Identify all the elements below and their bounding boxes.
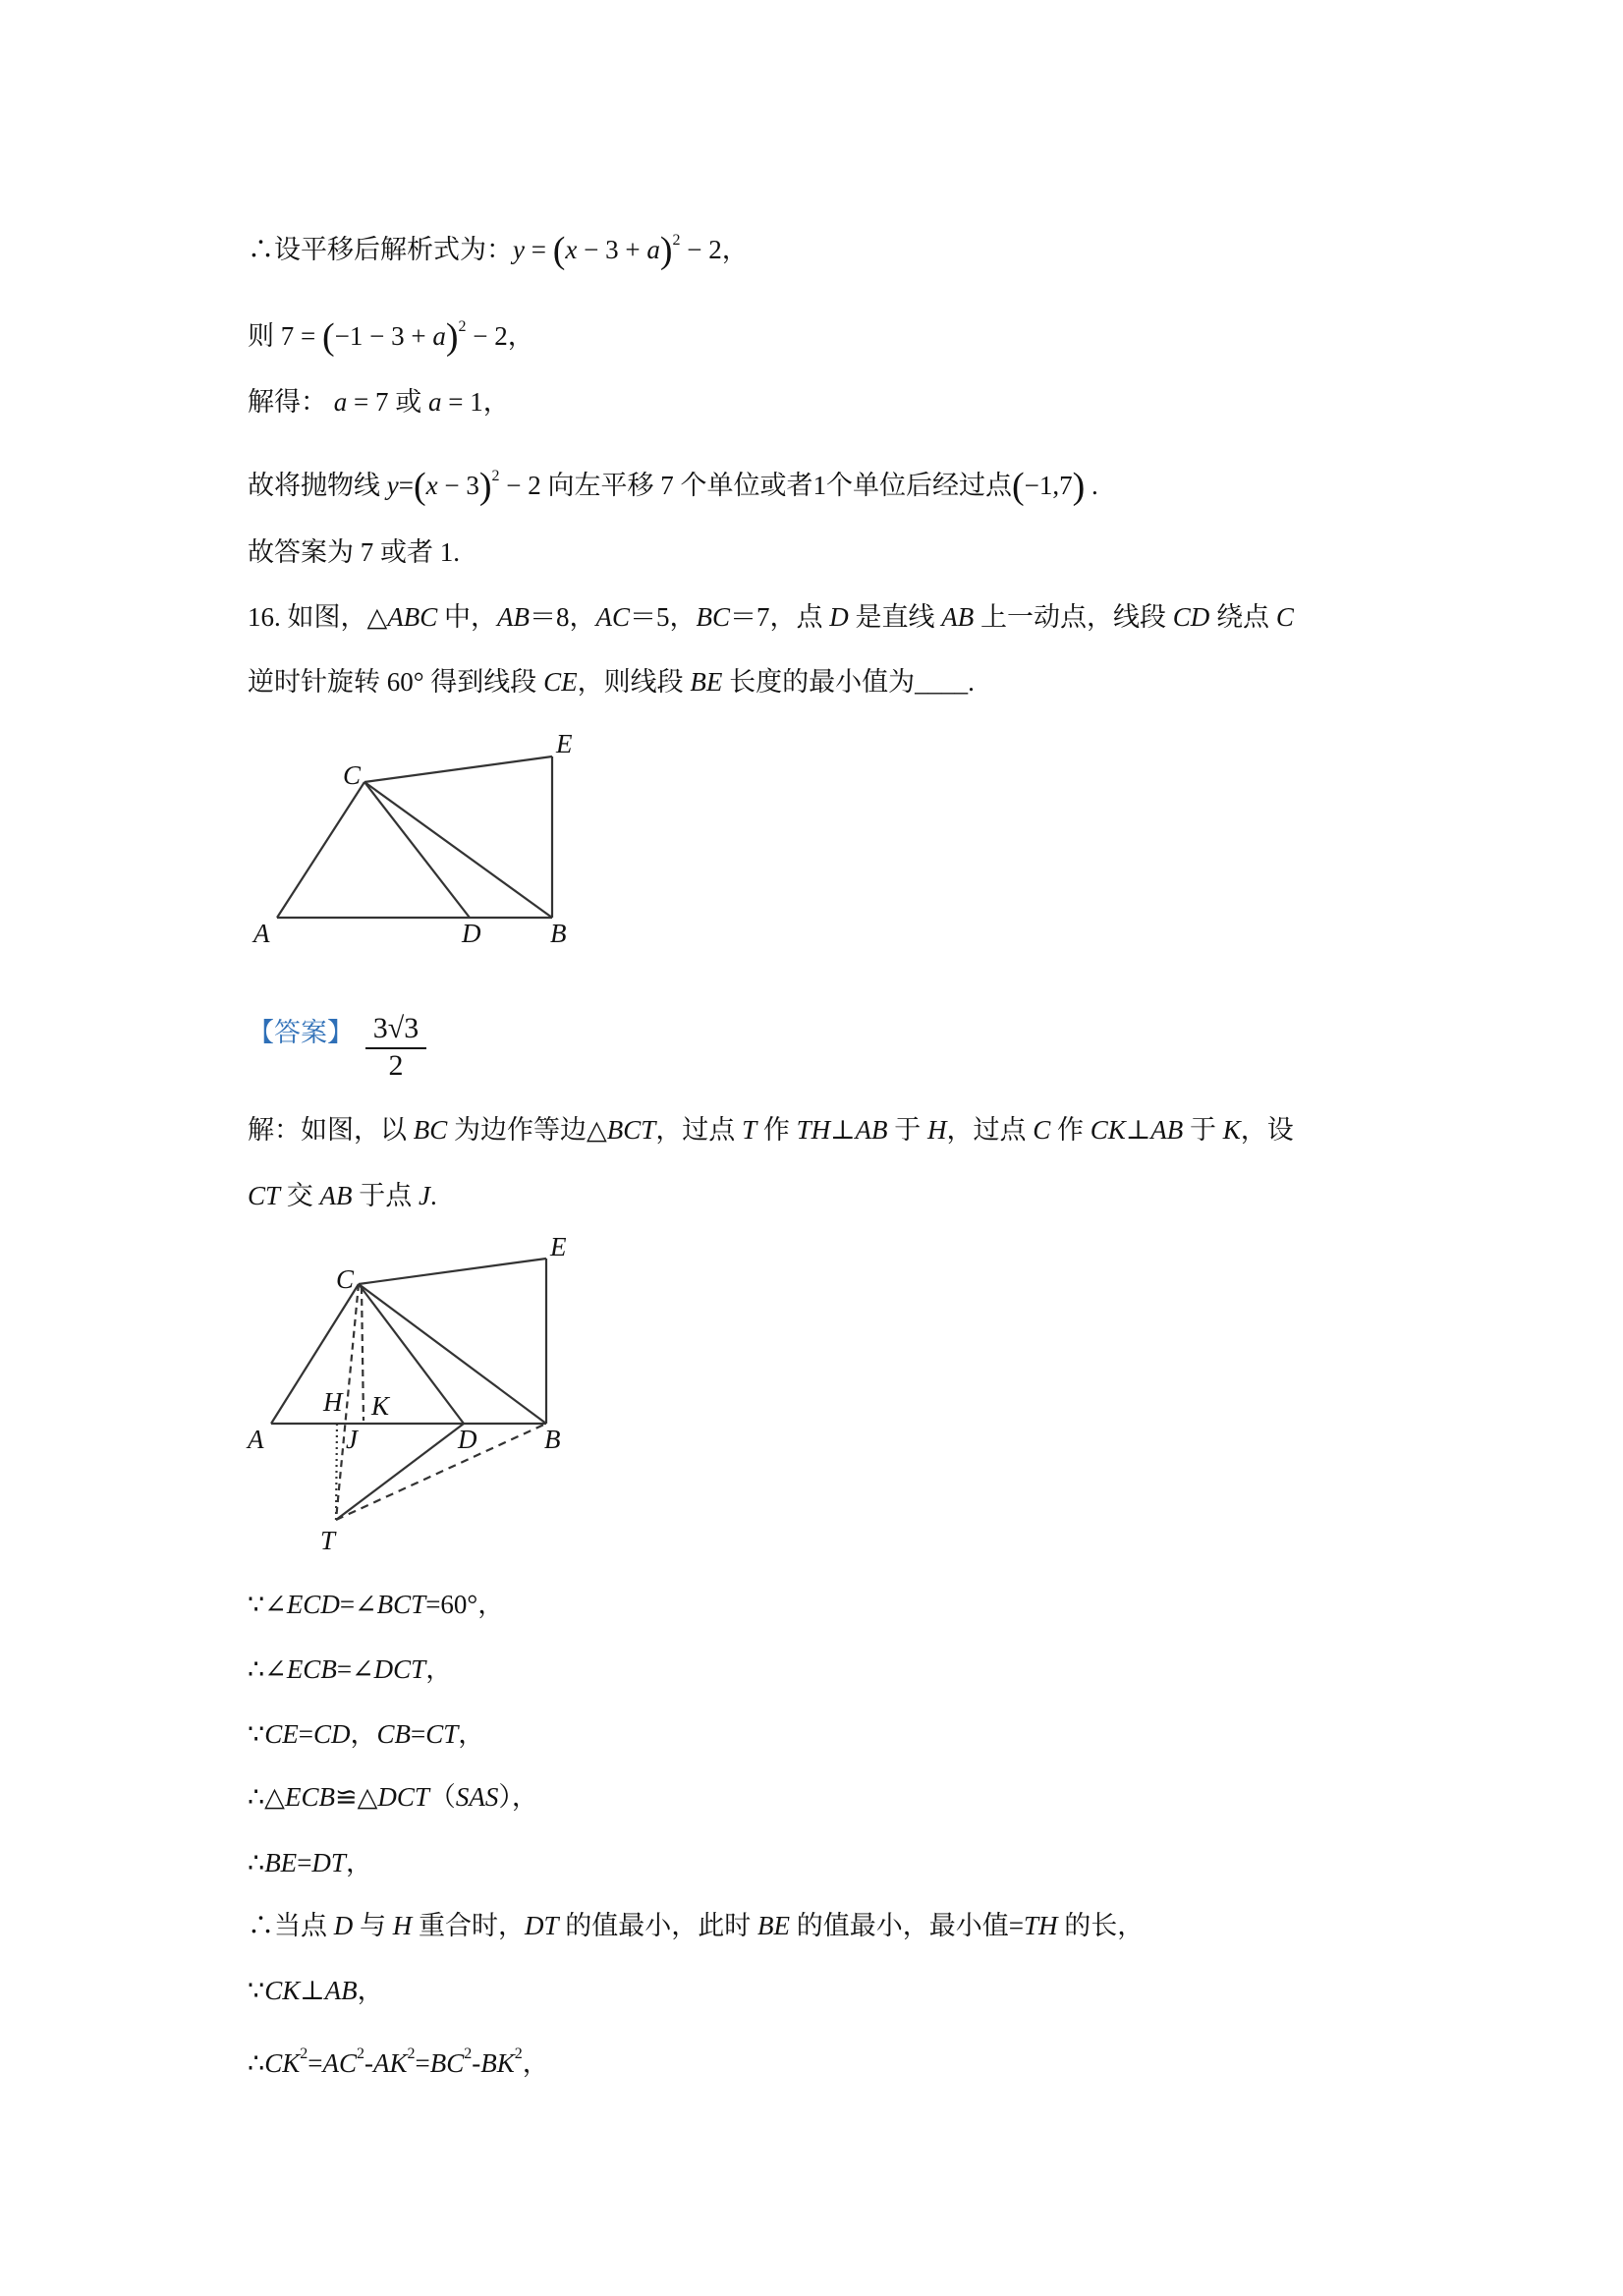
label-H: H <box>323 1387 343 1417</box>
text-segment: CB <box>376 1719 411 1749</box>
text-segment: 上一动点，线段 <box>974 602 1173 632</box>
text-segment: a <box>333 387 348 417</box>
text-segment: = <box>398 471 414 500</box>
text-segment: 2 <box>514 2045 523 2062</box>
text-segment: −1,7 <box>1024 471 1073 500</box>
text-segment: 逆时针旋转 60° 得到线段 <box>248 667 544 697</box>
text-segment: BCT <box>606 1115 656 1145</box>
answer-denominator: 2 <box>388 1049 404 1082</box>
text-segment: x <box>425 471 438 500</box>
text-segment: AB <box>324 1976 358 2005</box>
text-segment: 长度的最小值为____. <box>722 667 975 697</box>
text-segment: BC <box>413 1115 448 1145</box>
text-segment: = <box>298 1719 313 1749</box>
text-segment: BCT <box>376 1590 426 1619</box>
text-segment: = <box>524 235 553 264</box>
text-segment: 解得： <box>248 387 334 417</box>
text-segment: ⊥ <box>830 1115 856 1145</box>
label-A: A <box>253 919 270 948</box>
text-segment: 于点 <box>352 1181 420 1210</box>
text-segment: DCT <box>373 1654 426 1684</box>
text-segment: 2 <box>458 318 467 335</box>
text-segment: （ <box>428 1782 456 1812</box>
text-segment: ∵∠ <box>248 1590 287 1619</box>
text-segment: BC <box>429 2048 465 2078</box>
text-segment: = <box>410 1719 426 1749</box>
text-segment: ，则线段 <box>577 667 691 697</box>
text-segment: ) <box>659 230 673 271</box>
text-segment: TH <box>1024 1911 1058 1940</box>
text-segment: BE <box>690 667 723 697</box>
text-segment: 为边作等边△ <box>447 1115 607 1145</box>
text-segment: AB <box>319 1181 353 1210</box>
text-segment: CK <box>264 1976 301 2005</box>
text-segment: =∠ <box>339 1590 377 1619</box>
text-segment: 16. 如图，△ <box>248 602 388 632</box>
text-segment: ，设 <box>1240 1115 1294 1145</box>
text-segment: BC <box>696 602 731 632</box>
text-segment: K <box>1222 1115 1241 1145</box>
label-J: J <box>346 1425 358 1454</box>
text-segment: 于 <box>1183 1115 1223 1145</box>
text-segment: = 7 或 <box>347 387 428 417</box>
text-segment: 的值最小，此时 <box>558 1911 758 1940</box>
text-segment: y <box>513 235 525 264</box>
text-segment: CK <box>264 2048 301 2078</box>
text-segment: . <box>1085 471 1098 500</box>
segment-CE <box>359 1259 546 1284</box>
text-segment: ( <box>413 466 426 507</box>
text-segment: = 1， <box>441 387 510 417</box>
text-segment: ECB <box>284 1782 335 1812</box>
text-segment: SAS <box>455 1782 499 1812</box>
text-segment: C <box>1275 602 1294 632</box>
text-segment: − 2， <box>466 321 534 351</box>
text-segment: ∴ <box>248 2048 265 2078</box>
text-segment: CE <box>543 667 578 697</box>
label-A: A <box>248 1425 264 1454</box>
text-segment: ， <box>425 1654 453 1684</box>
label-C: C <box>336 1264 355 1294</box>
text-segment: ＝8， <box>530 602 596 632</box>
text-segment: − 2 向左平移 7 个单位或者1个单位后经过点 <box>499 471 1012 500</box>
text-segment: J <box>419 1181 431 1210</box>
answer-label: 【答案】 <box>248 1018 354 1047</box>
text-segment: − 2， <box>680 235 749 264</box>
text-segment: AC <box>322 2048 357 2078</box>
text-segment: ⊥ <box>1125 1115 1151 1145</box>
segment-AC <box>271 1284 359 1424</box>
text-segment: ) <box>478 466 492 507</box>
text-segment: ∴∠ <box>248 1654 287 1684</box>
text-segment: ( <box>1011 466 1025 507</box>
text-segment: =60°， <box>425 1590 505 1619</box>
label-E: E <box>550 1232 567 1261</box>
text-segment: ＝7，点 <box>730 602 830 632</box>
text-segment: 交 <box>280 1181 320 1210</box>
text-segment: 绕点 <box>1209 602 1276 632</box>
text-segment: 重合时， <box>412 1911 525 1940</box>
text-segment: DT <box>311 1848 346 1877</box>
text-segment: =∠ <box>336 1654 374 1684</box>
text-segment: AK <box>372 2048 408 2078</box>
text-segment: C <box>1033 1115 1051 1145</box>
text-segment: CK <box>1090 1115 1126 1145</box>
text-segment: 2 <box>464 2045 473 2062</box>
text-segment: AB <box>855 1115 888 1145</box>
text-segment: D <box>333 1911 354 1940</box>
text-segment: a <box>646 235 660 264</box>
text-segment: y <box>386 471 399 500</box>
text-segment: CT <box>425 1719 459 1749</box>
text-segment: DT <box>525 1911 559 1940</box>
text-segment: ∴设平移后解析式为： <box>248 235 513 264</box>
text-segment: 则 7 = <box>248 321 322 351</box>
label-T: T <box>320 1526 336 1555</box>
text-segment: 作 <box>756 1115 797 1145</box>
text-segment: 2 <box>407 2045 416 2062</box>
text-segment: H <box>927 1115 947 1145</box>
label-B: B <box>544 1425 561 1454</box>
text-segment: 与 <box>353 1911 393 1940</box>
text-segment: 2 <box>491 468 500 484</box>
text-segment: − 3 <box>437 471 479 500</box>
text-segment: x <box>565 235 578 264</box>
text-segment: AB <box>1150 1115 1184 1145</box>
label-B: B <box>550 919 567 948</box>
text-segment: CT <box>248 1181 281 1210</box>
text-segment: 于 <box>887 1115 928 1145</box>
text-segment: ， <box>522 2048 549 2078</box>
text-segment: 故答案为 7 或者 1. <box>248 537 460 567</box>
text-segment: = <box>308 2048 323 2078</box>
text-segment: ，过点 <box>946 1115 1034 1145</box>
text-segment: ， <box>350 1719 377 1749</box>
text-segment: . <box>430 1181 437 1210</box>
text-segment: a <box>427 387 442 417</box>
text-segment: ABC <box>387 602 438 632</box>
text-segment: ， <box>458 1719 485 1749</box>
text-segment: - <box>364 2048 373 2078</box>
text-segment: TH <box>796 1115 831 1145</box>
text-segment: BK <box>480 2048 515 2078</box>
text-segment: ⊥ <box>300 1976 325 2005</box>
text-segment: BE <box>264 1848 298 1877</box>
text-segment: - <box>472 2048 481 2078</box>
text-segment: ECD <box>286 1590 340 1619</box>
text-segment: ∵ <box>248 1976 265 2005</box>
text-segment: 是直线 <box>848 602 942 632</box>
text-segment: ( <box>321 316 335 358</box>
text-segment: 解：如图，以 <box>248 1115 414 1145</box>
text-segment: 2 <box>356 2045 364 2062</box>
segment-CK-dashed <box>362 1287 364 1421</box>
text-segment: CD <box>312 1719 351 1749</box>
text-segment: ≌△ <box>334 1782 378 1812</box>
label-D: D <box>462 919 481 948</box>
text-segment: ＝5， <box>630 602 697 632</box>
text-segment: ， <box>357 1976 384 2005</box>
segment-TH-dotted <box>336 1424 337 1520</box>
text-segment: 作 <box>1050 1115 1091 1145</box>
text-segment: CD <box>1172 602 1210 632</box>
text-segment: ，过点 <box>655 1115 743 1145</box>
label-E: E <box>556 729 573 758</box>
text-segment: ∴△ <box>248 1782 285 1812</box>
text-segment: T <box>742 1115 757 1145</box>
text-segment: CE <box>264 1719 299 1749</box>
text-segment: 的长， <box>1057 1911 1145 1940</box>
text-segment: ) <box>1072 466 1086 507</box>
text-segment: ( <box>552 230 566 271</box>
answer-numerator: 3√3 <box>365 1012 426 1049</box>
text-segment: ∴ <box>248 1848 265 1877</box>
text-segment: AB <box>941 602 975 632</box>
text-segment: AC <box>595 602 631 632</box>
text-segment: 的值最小，最小值= <box>790 1911 1024 1940</box>
text-segment: H <box>392 1911 413 1940</box>
text-segment: 2 <box>300 2045 308 2062</box>
label-C: C <box>343 760 362 790</box>
text-segment: AB <box>497 602 531 632</box>
text-segment: ECB <box>286 1654 337 1684</box>
text-segment: DCT <box>377 1782 429 1812</box>
text-segment: −1 − 3 + <box>334 321 433 351</box>
text-segment: 中， <box>437 602 498 632</box>
segment-TB-dashed <box>336 1424 546 1520</box>
text-segment: = <box>415 2048 430 2078</box>
text-segment: 2 <box>672 232 681 249</box>
text-segment: = <box>297 1848 312 1877</box>
text-segment: ）， <box>498 1782 538 1812</box>
text-segment: ∴当点 <box>248 1911 334 1940</box>
label-K: K <box>371 1391 390 1421</box>
text-segment: − 3 + <box>577 235 647 264</box>
text-segment: ) <box>445 316 459 358</box>
text-segment: 故将抛物线 <box>248 471 387 500</box>
text-segment: D <box>829 602 849 632</box>
text-segment: a <box>432 321 446 351</box>
text-segment: ∵ <box>248 1719 265 1749</box>
text-segment: BE <box>757 1911 791 1940</box>
label-D: D <box>458 1425 477 1454</box>
text-segment: ， <box>345 1848 372 1877</box>
